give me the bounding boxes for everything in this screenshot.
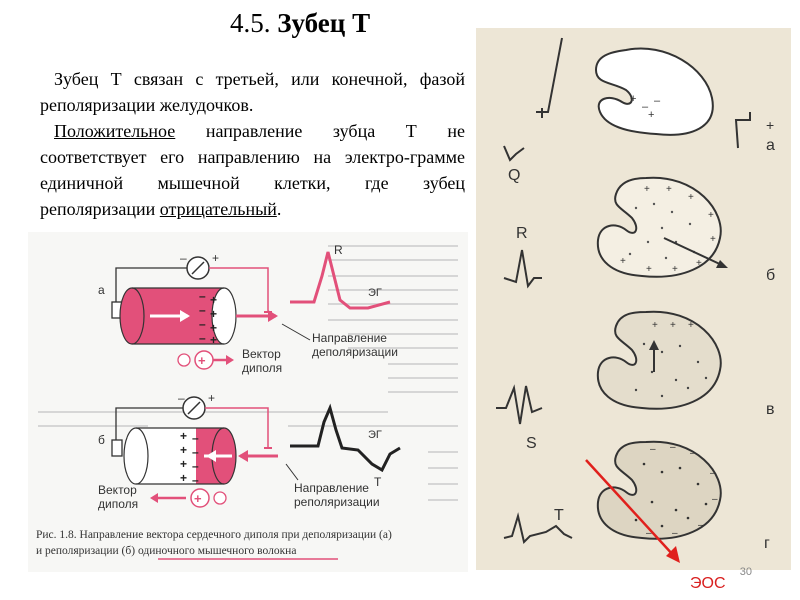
repol-direction-line1: Направление [294,481,369,495]
svg-text:+: + [652,320,658,331]
stage-d-label: г [764,535,770,552]
repol-direction-line2: реполяризации [294,495,380,509]
vector-label-b-line1: Вектор [98,483,137,497]
svg-text:–: – [180,251,187,265]
dipole-figure [28,232,468,572]
svg-text:+: + [210,333,218,347]
svg-text:+: + [210,307,218,321]
svg-text:+: + [630,93,637,105]
heart-stages-figure [476,28,791,570]
svg-text:–: – [698,520,704,531]
svg-text:+: + [688,320,694,331]
svg-text:–: – [192,459,199,473]
stage-b-label: б [766,267,776,284]
wave-t-label-left: Т [374,475,382,489]
svg-text:+: + [212,251,220,265]
wave-r-label-right: R [516,225,528,242]
svg-text:–: – [654,95,661,107]
stage-a-label: а [766,137,775,154]
wave-q-label: Q [508,167,521,184]
svg-text:+: + [672,264,678,275]
paragraph-2-end: . [276,199,282,219]
svg-text:–: – [178,391,185,405]
svg-text:+: + [198,353,206,368]
svg-text:–: – [199,317,206,331]
ecg-label-a: ЭГ [368,287,382,299]
svg-text:–: – [710,468,716,479]
svg-text:–: – [192,445,199,459]
title-text: Зубец Т [277,8,371,38]
svg-text:+: + [210,293,218,307]
svg-text:–: – [670,442,676,453]
paragraph-2 [40,118,465,222]
ecg-label-b: ЭГ [368,429,382,441]
title-number: 4.5. [230,8,271,38]
svg-text:+: + [644,184,650,195]
svg-text:–: – [650,444,656,455]
svg-text:+: + [766,117,775,133]
svg-text:+: + [696,258,702,269]
svg-text:–: – [199,289,206,303]
wave-t-label-right: T [554,507,564,524]
svg-text:+: + [646,264,652,275]
svg-text:–: – [199,303,206,317]
figure-caption-line1: Рис. 1.8. Направление вектора сердечного диполя при деполяризации (а) [36,529,392,541]
eos-label: ЭОС [690,575,726,592]
paragraph-1: Зубец Т связан с третьей, или конечной, фазой реполяризации желудочков. [40,69,465,115]
svg-text:+: + [180,457,188,471]
svg-text:+: + [180,471,188,485]
panel-b-label: б [98,433,105,447]
svg-text:+: + [670,320,676,331]
svg-text:+: + [208,391,216,405]
panel-a-label: а [98,283,105,297]
svg-text:–: – [199,331,206,345]
vector-label-b-line2: диполя [98,497,139,511]
svg-text:–: – [712,494,718,505]
svg-text:+: + [180,429,188,443]
depol-direction-line2: деполяризации [312,345,398,359]
svg-text:+: + [210,321,218,335]
stage-c-label: в [766,401,775,418]
svg-text:–: – [672,528,678,539]
svg-text:+: + [666,184,672,195]
wave-s-label: S [526,435,537,452]
svg-text:+: + [708,210,714,221]
wave-r-label: R [334,243,343,257]
vector-label-a-line2: диполя [242,361,283,375]
svg-text:+: + [688,192,694,203]
slide-title [230,8,370,39]
svg-text:+: + [194,491,202,506]
svg-text:–: – [690,448,696,459]
svg-text:–: – [192,473,199,487]
svg-text:+: + [648,109,655,121]
svg-text:+: + [710,234,716,245]
svg-text:–: – [192,431,199,445]
underlined-negative: отрицательный [159,199,277,219]
body-text [40,66,465,222]
depol-direction-line1: Направление [312,331,387,345]
vector-label-a-line1: Вектор [242,347,281,361]
svg-text:–: – [646,528,652,539]
underlined-positive: Положительное [54,121,176,141]
figure-caption-line2: и реполяризации (б) одиночного мышечного волокна [36,545,297,557]
slide-number: 30 [739,566,752,578]
svg-text:+: + [180,443,188,457]
svg-text:–: – [642,101,649,113]
svg-text:+: + [620,256,626,267]
paragraph-2-text: направление зубца Т не соответствует его направлению на электро-грамме единичной мышечной клетки, где зубец реполяризации [40,121,465,219]
